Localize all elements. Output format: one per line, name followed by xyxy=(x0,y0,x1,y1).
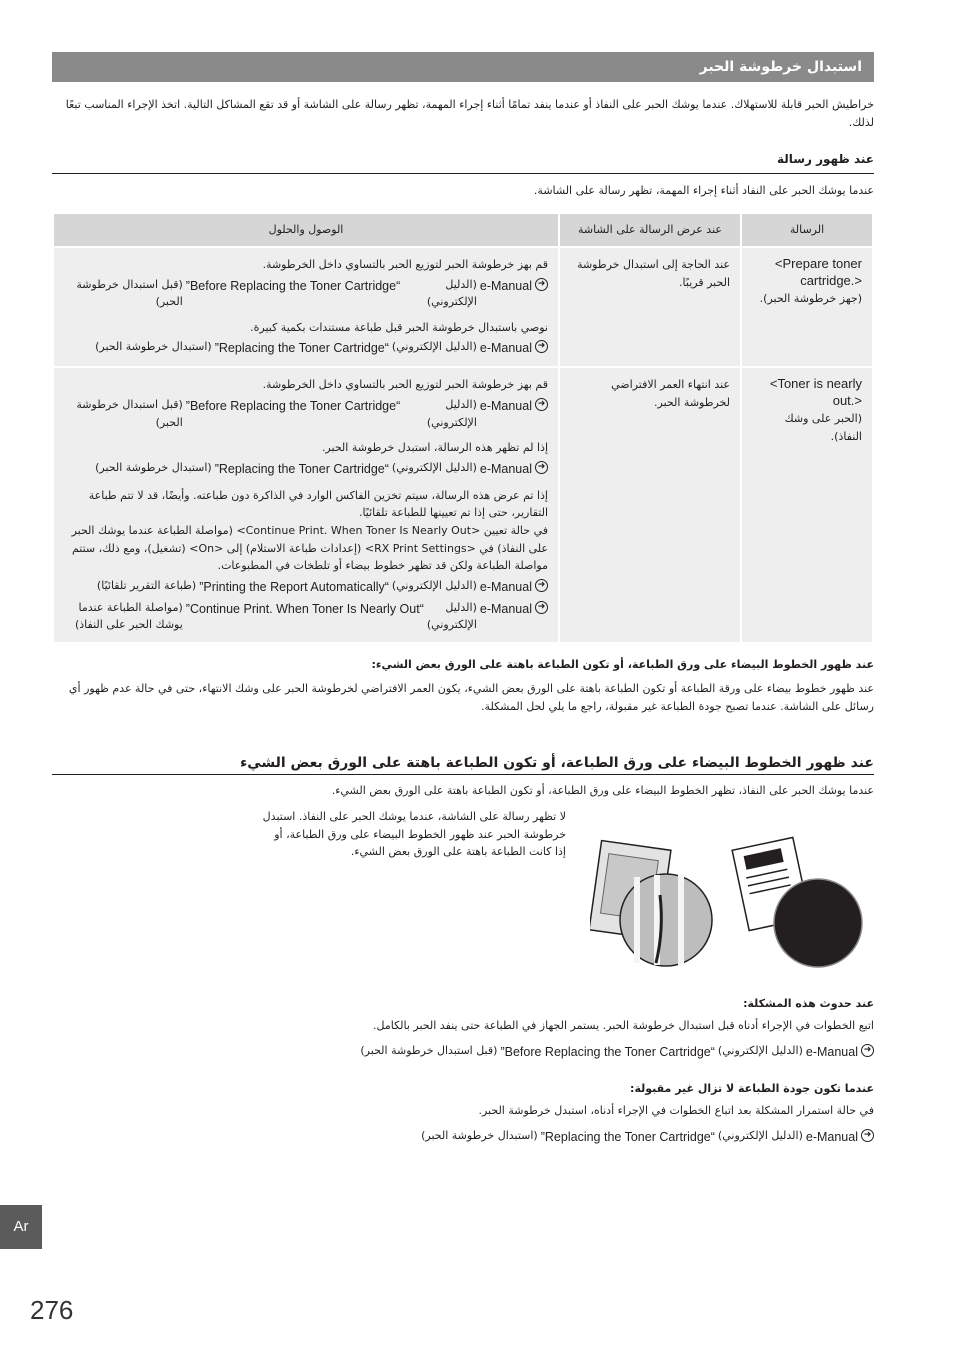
ref-manual: e-Manual xyxy=(479,461,532,476)
ref-manual: e-Manual xyxy=(479,601,532,616)
ref-manual: e-Manual xyxy=(479,341,532,356)
table-row xyxy=(54,368,872,642)
col-header-message: الرسالة xyxy=(742,214,872,246)
note-heading: عند ظهور الخطوط البيضاء على ورق الطباعة، أو تكون الطباعة باهتة على الورق بعض الشيء: xyxy=(371,658,874,671)
streaked-print-illustration xyxy=(590,835,870,970)
arrow-right-circle-icon: ➜ xyxy=(535,461,548,474)
ref-title-ar: (قبل استبدال خرطوشة الحبر) xyxy=(76,397,183,429)
ref-title-ar: (استبدال خرطوشة الحبر) xyxy=(421,1129,538,1142)
arrow-right-circle-icon: ➜ xyxy=(535,398,548,411)
ref-title-ar: (طباعة التقرير تلقائيًا) xyxy=(96,578,197,592)
occurs-text: اتبع الخطوات في الإجراء أدناه قبل استبدال خرطوشة الحبر. يستمر الجهاز في الطباعة حتى ينفد الحبر بالكامل. xyxy=(373,1019,874,1032)
heading-rule xyxy=(52,774,874,775)
arrow-right-circle-icon: ➜ xyxy=(535,340,548,353)
solution-text: إذا تم عرض هذه الرسالة، سيتم تخزين الفاكس الوارد في الذاكرة دون طباعته. وأيضًا، قد لا تتم طباعة التقارير، حتى إذا تم تعيينها للطباعة تلقائيًا. xyxy=(88,488,548,520)
manual-reference[interactable] xyxy=(64,338,548,358)
messages-intro: عندما يوشك الحبر على النفاد أثناء إجراء المهمة، تظهر رسالة على الشاشة. xyxy=(533,184,874,197)
arrow-right-circle-icon: ➜ xyxy=(535,579,548,592)
manual-reference[interactable] xyxy=(64,577,548,597)
ref-title: “Printing the Report Automatically” xyxy=(199,579,389,594)
ref-manual: e-Manual xyxy=(805,1130,858,1144)
solution-text: قم بهز خرطوشة الحبر لتوزيع الحبر بالتساوي داخل الخرطوشة. xyxy=(262,258,548,271)
white-streaks-side-text: لا تظهر رسالة على الشاشة، عندما يوشك الحبر على النفاذ. استبدل خرطوشة الحبر عند ظهور الخطوط البيضاء على ورق الطباعة، أو إذا كانت الطباعة باهتة على الورق بعض الشيء. xyxy=(262,810,566,859)
arrow-right-circle-icon: ➜ xyxy=(535,278,548,291)
ref-manual-ar: (الدليل الإلكتروني) xyxy=(717,1129,803,1142)
ref-title: “Before Replacing the Toner Cartridge” xyxy=(185,398,401,413)
white-streaks-heading: عند ظهور الخطوط البيضاء على ورق الطباعة، أو تكون الطباعة باهتة على الورق بعض الشيء xyxy=(240,755,874,771)
col-header-solutions: الوصول والحلول xyxy=(54,214,558,246)
message-ar: (الحبر على وشك النفاذ). xyxy=(784,412,862,443)
ref-title: “Before Replacing the Toner Cartridge” xyxy=(500,1045,715,1059)
quality-text: في حالة استمرار المشكلة بعد اتباع الخطوات في الإجراء أدناه، استبدل خرطوشة الحبر. xyxy=(478,1104,874,1117)
white-streaks-intro: عندما يوشك الحبر على النفاذ، تظهر الخطوط البيضاء على ورق الطباعة، أو تكون الطباعة باهتة على الورق بعض الشيء. xyxy=(331,784,874,797)
ref-manual: e-Manual xyxy=(805,1045,858,1059)
ref-title-ar: (استبدال خرطوشة الحبر) xyxy=(95,340,212,354)
arrow-right-circle-icon: ➜ xyxy=(861,1044,874,1057)
manual-reference[interactable] xyxy=(64,396,548,431)
ref-title: “Replacing the Toner Cartridge” xyxy=(540,1130,715,1144)
ref-manual-ar: (الدليل الإلكتروني) xyxy=(426,277,477,309)
message-en: <Toner is nearly out.> xyxy=(769,376,862,409)
solution-text: نوصي باستبدال خرطوشة الحبر قبل طباعة مستندات بكمية كبيرة. xyxy=(250,320,548,334)
manual-reference[interactable] xyxy=(64,599,548,634)
manual-reference[interactable] xyxy=(52,1127,874,1147)
ref-manual-ar: (الدليل الإلكتروني) xyxy=(391,340,477,354)
ref-manual: e-Manual xyxy=(479,579,532,594)
ref-manual-ar: (الدليل الإلكتروني) xyxy=(391,460,477,474)
document-illustration xyxy=(732,837,862,967)
solution-text: إذا لم تظهر هذه الرسالة، استبدل خرطوشة الحبر. xyxy=(321,441,548,455)
arrow-right-circle-icon: ➜ xyxy=(535,601,548,614)
messages-table xyxy=(52,212,874,644)
ref-title-ar: (قبل استبدال خرطوشة الحبر) xyxy=(76,277,183,309)
messages-heading: عند ظهور رسالة xyxy=(776,152,874,166)
solution-text: في حالة تعيين <Continue Print. When Toner Is Nearly Out> (مواصلة الطباعة عندما يوشك الحبر على النفاذ) في <RX Print Settings> (إعدادات طباعة الاستلام) إلى <On> (تشغيل)، ومع ذلك، ستتم مواصلة الطباعة ولكن قد تظهر خطوط بيضاء أو تلطخات في المطبوعات. xyxy=(71,523,548,573)
ref-manual-ar: (الدليل الإلكتروني) xyxy=(717,1044,803,1057)
solution-text: قم بهز خرطوشة الحبر لتوزيع الحبر بالتساوي داخل الخرطوشة. xyxy=(262,378,548,392)
language-tab: Ar xyxy=(0,1205,42,1249)
message-ar: (جهز خرطوشة الحبر). xyxy=(759,291,862,305)
message-when: عند انتهاء العمر الافتراضي لخرطوشة الحبر. xyxy=(560,368,740,642)
quality-heading: عندما تكون جودة الطباعة لا تزال غير مقبولة: xyxy=(630,1082,874,1095)
intro-text: خراطيش الحبر قابلة للاستهلاك. عندما يوشك الحبر على النفاذ أو عندما ينفد تمامًا أثناء إجراء المهمة، تظهر رسالة على الشاشة أو قد تقع المشاكل التالية. اتخذ الإجراء المناسب تبعًا لذلك. xyxy=(65,98,874,129)
page-number: 276 xyxy=(30,1295,74,1325)
arrow-right-circle-icon: ➜ xyxy=(861,1129,874,1142)
ref-title-ar: (مواصلة الطباعة عندما يوشك الحبر على النفاذ) xyxy=(74,600,183,632)
faded-photo-illustration xyxy=(590,841,712,966)
note-text: عند ظهور خطوط بيضاء على ورقة الطباعة أو تكون الطباعة باهتة على الورق بعض الشيء، يكون العمر الافتراضي لخرطوشة الحبر على وشك الانتهاء، حتى في حالة عدم ظهور أي رسائل على الشاشة. عندما تصبح جودة الطباعة غير مقبولة، راجع ما يلي لحل المشكلة. xyxy=(68,682,874,713)
manual-reference[interactable] xyxy=(64,276,548,311)
ref-manual: e-Manual xyxy=(479,278,532,293)
section-title: استبدال خرطوشة الحبر xyxy=(52,52,874,82)
ref-title: “Continue Print. When Toner Is Nearly Out” xyxy=(185,601,424,616)
manual-reference[interactable] xyxy=(52,1042,874,1062)
ref-manual: e-Manual xyxy=(479,398,532,413)
ref-title: “Before Replacing the Toner Cartridge” xyxy=(185,278,401,293)
ref-title-ar: (قبل استبدال خرطوشة الحبر) xyxy=(360,1044,498,1057)
occurs-heading: عند حدوث هذه المشكلة: xyxy=(743,997,874,1010)
table-row xyxy=(54,248,872,366)
message-en: <Prepare toner cartridge.> xyxy=(774,256,862,288)
ref-title: “Replacing the Toner Cartridge” xyxy=(214,461,389,476)
ref-title: “Replacing the Toner Cartridge” xyxy=(214,341,389,356)
ref-manual-ar: (الدليل الإلكتروني) xyxy=(426,397,477,429)
heading-rule xyxy=(52,173,874,174)
manual-reference[interactable] xyxy=(64,459,548,479)
message-when: عند الحاجة إلى استبدال خرطوشة الحبر قريبًا. xyxy=(560,248,740,366)
ref-manual-ar: (الدليل الإلكتروني) xyxy=(391,578,477,592)
col-header-when: عند عرض الرسالة على الشاشة xyxy=(560,214,740,246)
ref-manual-ar: (الدليل الإلكتروني) xyxy=(426,600,477,632)
ref-title-ar: (استبدال خرطوشة الحبر) xyxy=(95,460,212,474)
